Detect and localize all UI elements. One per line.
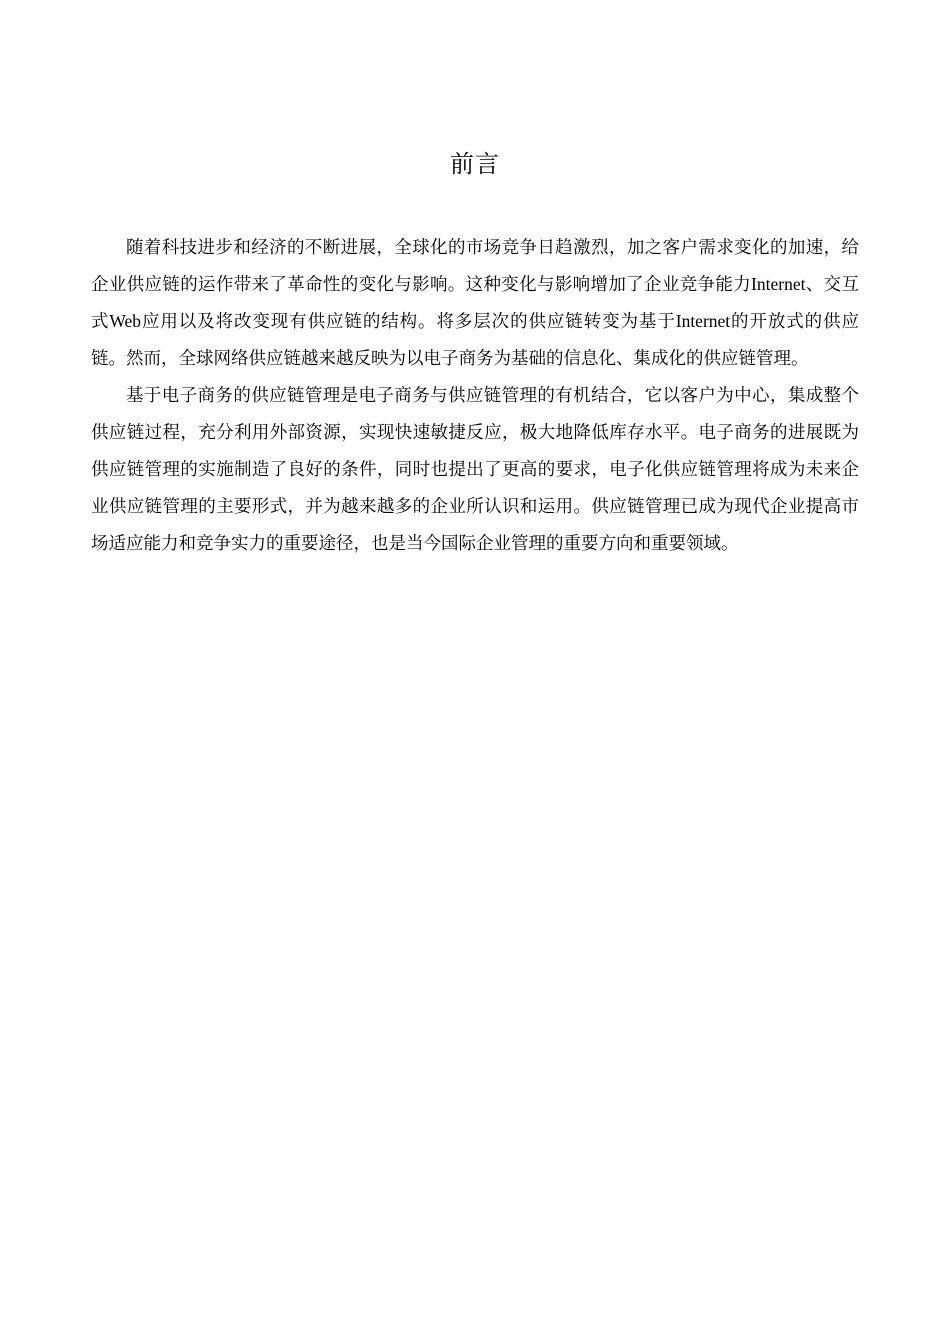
page-title: 前言 bbox=[450, 150, 500, 179]
preface-paragraph-2: 基于电子商务的供应链管理是电子商务与供应链管理的有机结合，它以客户为中心，集成整个供应链过程，充分利用外部资源，实现快速敏捷反应，极大地降低库存水平。电子商务的进展既为供应链管理的实施制造了良好的条件，同时也提出了更高的要求，电子化供应链管理将成为未来企业供应链管理的主要形式，并为越来越多的企业所认识和运用。供应链管理已成为现代企业提高市场适应能力和竞争实力的重要途径，也是当今国际企业管理的重要方向和重要领域。 bbox=[91, 385, 859, 553]
preface-paragraph-1: 随着科技进步和经济的不断进展，全球化的市场竞争日趋激烈，加之客户需求变化的加速，给企业供应链的运作带来了革命性的变化与影响。这种变化与影响增加了企业竞争能力Internet、交互式Web应用以及将改变现有供应链的结构。将多层次的供应链转变为基于Internet的开放式的供应链。然而，全球网络供应链越来越反映为以电子商务为基础的信息化、集成化的供应链管理。 bbox=[91, 237, 859, 368]
preface-body bbox=[91, 229, 859, 562]
